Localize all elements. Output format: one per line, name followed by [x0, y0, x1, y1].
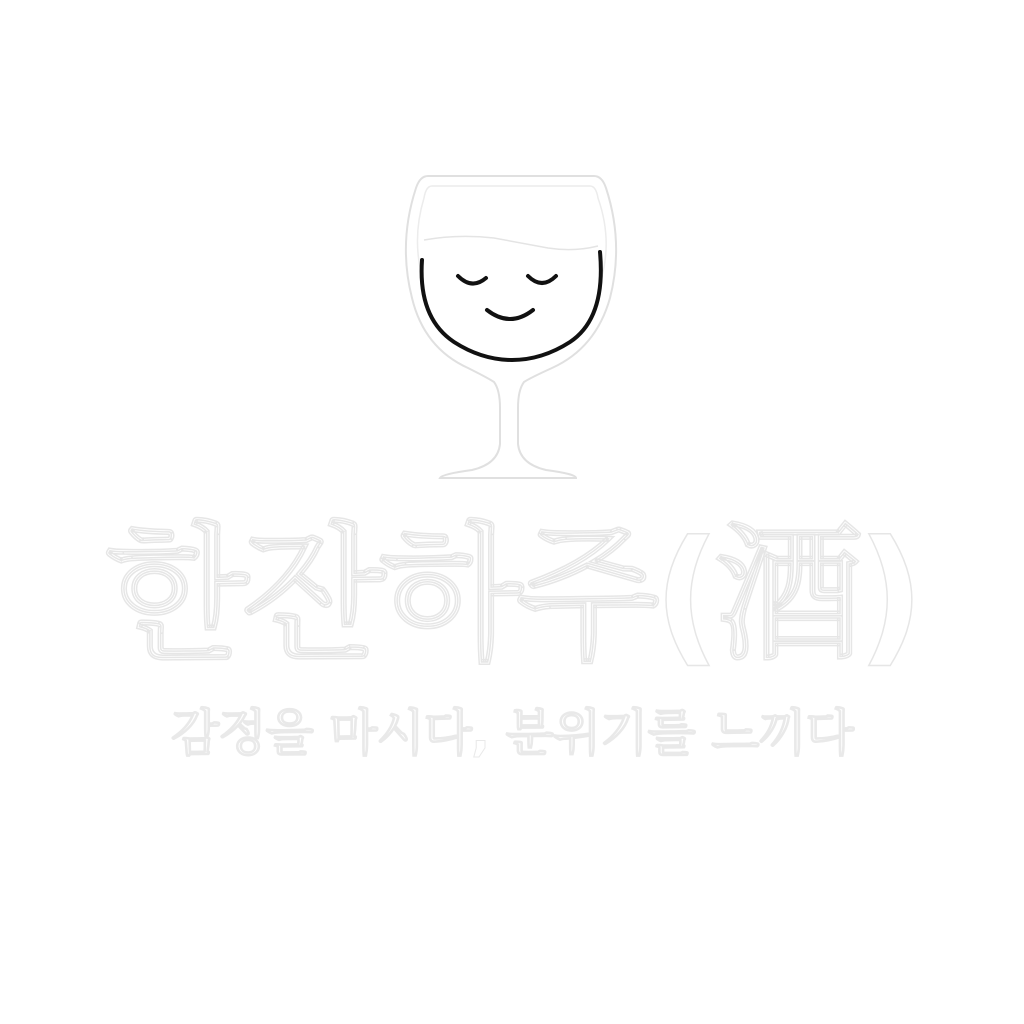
smile-icon — [487, 310, 533, 319]
liquid-bowl-line — [422, 252, 601, 360]
glass-inner-rim-left — [417, 186, 432, 276]
glass-inner-rim — [432, 186, 606, 276]
brand-title: 한잔하주(酒) — [105, 509, 919, 681]
left-eye-icon — [458, 276, 486, 284]
liquid-surface — [424, 236, 598, 249]
right-eye-icon — [528, 276, 556, 283]
brand-tagline: 감정을 마시다, 분위기를 느끼다 — [170, 704, 854, 762]
wine-glass-icon — [398, 168, 626, 486]
